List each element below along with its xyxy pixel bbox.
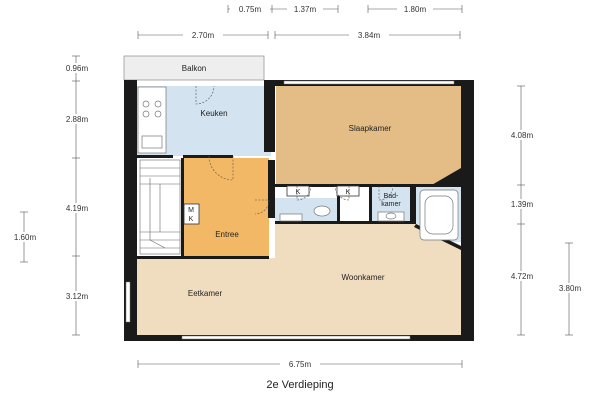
bathtub (420, 190, 458, 240)
room-label-eetkamer: Eetkamer (187, 289, 223, 298)
meterkast-m-label: M (188, 207, 194, 214)
dim-left-3: 4.19m (65, 204, 89, 213)
dim-top-upper-1: 0.75m (238, 5, 262, 14)
room-label-entree: Entree (215, 230, 239, 239)
floor-title: 2e Verdieping (266, 379, 334, 391)
kast-1-label: K (295, 189, 301, 196)
room-label-slaapkamer: Slaapkamer (348, 124, 392, 133)
slaapkamer-area (276, 86, 461, 184)
dim-left-4: 3.12m (65, 292, 89, 301)
meterkast (184, 204, 199, 224)
room-label-woonkamer: Woonkamer (341, 273, 385, 282)
dim-top-upper-2: 1.37m (293, 5, 317, 14)
dim-bottom: 6.75m (288, 360, 312, 369)
room-label-balkon: Balkon (181, 64, 207, 73)
dim-top-2: 3.84m (357, 31, 381, 40)
dim-left-inner: 1.60m (13, 233, 37, 242)
dim-left-2: 2.88m (65, 115, 89, 124)
closets (287, 186, 359, 196)
dim-left-1: 0.96m (65, 64, 89, 73)
room-label-badkamer-1: Bad- (383, 193, 399, 200)
kitchen-counter (138, 87, 166, 153)
kast-2-label: K (345, 189, 351, 196)
dim-right-3: 4.72m (510, 272, 534, 281)
room-label-badkamer-2: kamer (381, 201, 401, 208)
dim-right-outer: 3.80m (558, 284, 582, 293)
dim-right-2: 1.39m (510, 200, 534, 209)
meterkast-k-label: K (188, 216, 194, 223)
dim-top-1: 2.70m (191, 31, 215, 40)
dim-right-1: 4.08m (510, 131, 534, 140)
dim-top-upper-3: 1.80m (403, 5, 427, 14)
room-label-keuken: Keuken (200, 109, 228, 118)
